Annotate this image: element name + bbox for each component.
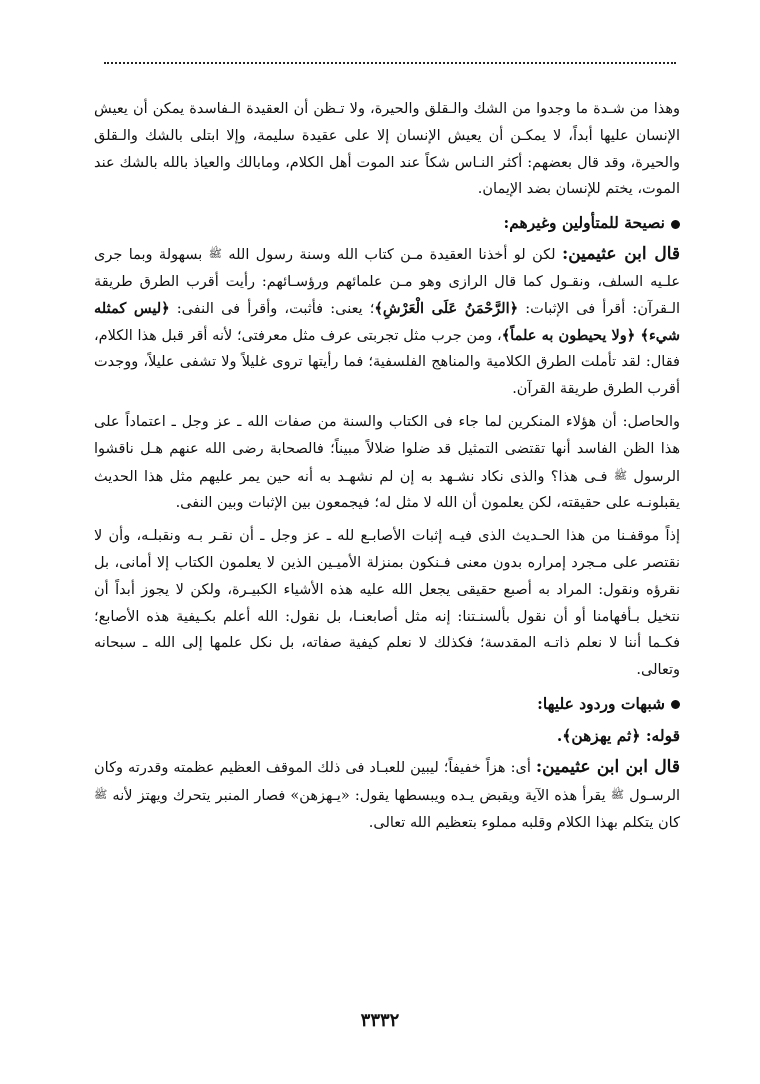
pbuh-icon: ﷺ xyxy=(94,787,108,801)
quranic-verse: ﴿ثم يهزهن﴾ xyxy=(562,725,641,745)
paragraph-conclusion: والحاصل: أن هؤلاء المنكرين لما جاء فى الكتاب والسنة من صفات الله ـ عز وجل ـ اعتماداً على هذا الظن الفاسد أنها تقتضى التمثيل قد ضلوا ضلالاً مبيناً؛ فالصحابة رضى الله عنهم هـل ناقشوا الرسول ﷺ فـى هذا؟ والذى نكاد نشـهد به إن لم نشهـد به أنه حين يمر عليهم مثل هذا الحديث يقبلونـه على حقيقته، لكن يعلمون أن الله لا مثل له؛ فيجمعون بين الإثبات وبين النفى. xyxy=(94,413,681,512)
speaker-label: قال ابن ابن عثيمين: xyxy=(535,756,680,777)
pbuh-icon: ﷺ xyxy=(610,787,625,801)
paragraph-ibn-uthaymeen-1: قال ابن عثيمين: لكن لو أخذنا العقيدة مـن كتاب الله وسنة رسول الله ﷺ بسهولة وبما جرى علـيه السلف، ونقـول كما قال الرازى وهو مـن علمائهم ورؤسـائهم: رأيت أقرب الطرق طريقة الـقرآن: أقرأ فى الإثبات: ﴿الرَّحْمَنُ عَلَى الْعَرْشِ﴾؛ يعنى: فأثبت، وأقرأ فى النفى: ﴿ليس كمثله شيء﴾ ﴿ولا يحيطون به علماً﴾، ومن جرب مثل تجربتى عرف مثل معرفتى؛ لأنه أقر قبل هذا الكلام، فقال: لقد تأملت الطرق الكلامية والمناهج الفلسفية؛ فما رأيتها تروى غليلاً ولا تشفى عليلاً، ووجدت أقرب الطرق طريقة القرآن. xyxy=(94,244,681,398)
quranic-verse: ﴿الرَّحْمَنُ عَلَى الْعَرْشِ﴾ xyxy=(374,299,519,317)
pbuh-icon: ﷺ xyxy=(208,247,222,261)
speaker-label: قال ابن عثيمين: xyxy=(561,244,680,265)
paragraph-intro: وهذا من شـدة ما وجدوا من الشك والـقلق والحيرة، ولا تـظن أن العقيدة الـفاسدة يمكن أن يعيش الإنسان عليها أبداً، لا يمكـن أن يعيش الإنسان إلا على عقيدة سليمة، وإلا ابتلى بالشك والـقلق والحيرة، وقد قال بعضهم: أكثر النـاس شكاً عند الموت أهل الكلام، ومابالك والعياذ بالله بالشك عند الموت، يختم للإنسان بضد الإيمان. xyxy=(94,101,680,198)
bullet-icon xyxy=(671,700,680,709)
paragraph-ibn-uthaymeen-2: قال ابن ابن عثيمين: أى: هزاً خفيفاً؛ ليبين للعبـاد فى ذلك الموقف العظيم عظمته وقدرته وكان الرسـول ﷺ يقرأ هذه الآية ويقبض يـده ويبسطها يقول: «يـهزهن» فصار المنبر يتحرك ويهتز لأنه ﷺ كان يتكلم بهذا الكلام وقلبه مملوء بتعظيم الله تعالى. xyxy=(94,756,681,831)
quote-line: قوله: ﴿ثم يهزهن﴾. xyxy=(556,725,680,745)
section-heading-advice: نصيحة للمتأولين وغيرهم: xyxy=(94,209,680,237)
quranic-verse: ﴿ليس كمثله شيء﴾ ﴿ولا يحيطون به علماً﴾ xyxy=(94,299,680,344)
section-heading-doubts: شبهات وردود عليها: xyxy=(94,690,680,718)
page-body xyxy=(94,96,680,842)
paragraph-position: إذاً موقفـنا من هذا الحـديث الذى فيـه إثبات الأصابـع لله ـ عز وجل ـ أن نقـر بـه ونقبلـه، وأن لا نقتصر على مـجرد إمراره بدون معنى فـنكون بمنزلة الأميـين الذين لا يعلمون الكتاب إلا أمانى، بل نقرؤه ونقول: المراد به أصبع حقيقى يجعل الله عليه هذه الأشياء الكبيـرة، ولكن لا يجوز أبداً أن نتخيل بـأفهامنا أو أن نقول بألسنـتنا: إنه مثل أصابعنـا، بل نقول: الله أعلم بكـيفية هذه الأصابع؛ فكـما أننا لا نعلم ذاتـه المقدسة؛ فكذلك لا نعلم كيفية صفاته، بل نكل علمها إلى الله ـ سبحانه وتعالى. xyxy=(94,528,680,679)
header-dotted-rule xyxy=(104,62,676,64)
pbuh-icon: ﷺ xyxy=(613,468,628,482)
page-number: ٣٣٣٢ xyxy=(360,1010,400,1031)
bullet-icon xyxy=(671,220,680,229)
